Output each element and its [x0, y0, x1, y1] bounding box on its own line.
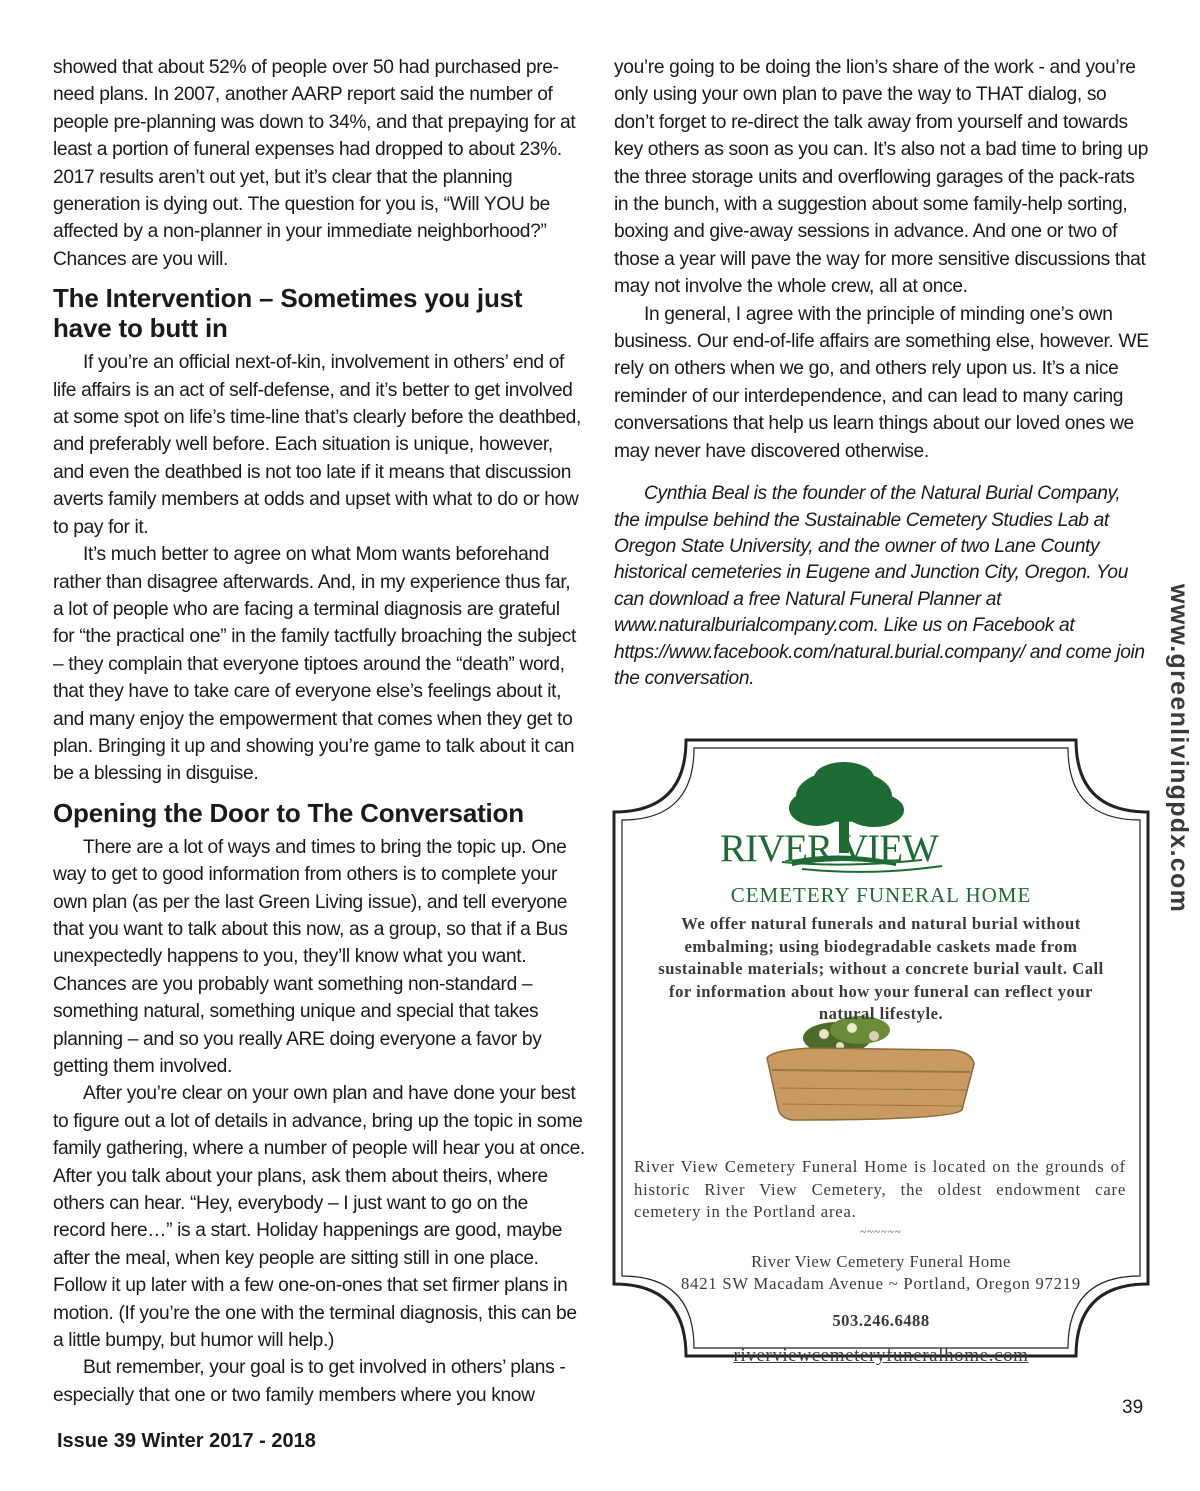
author-bio: Cynthia Beal is the founder of the Natural Burial Company, the impulse behind the Sustainable Cemetery Studies Lab at Oregon State University, and the owner of two Lane County historical cemeteries in Eugene and Junction City, Oregon. You can download a free Natural Funeral Planner at www.naturalburialcompany.com. Like us on Facebook at https://www.facebook.com/natural.burial.company/ and come join the conversation. — [614, 483, 1145, 689]
website-url-vertical: www.greenlivingpdx.com — [1165, 584, 1193, 914]
section-heading: Opening the Door to The Conversation — [53, 797, 524, 828]
paragraph: After you’re clear on your own plan and have done your best to figure out a lot of details in advance, bring up the topic in some family gathering, where a number of people will hear you at once. After you talk about your plans, ask them about theirs, where others can hear. “Hey, everybody – I just want to go on the record here…” is a start. Holiday happenings are good, maybe after the meal, when key people are sitting still in one place. Follow it up later with a few one-on-ones that set firmer plans in motion. (If you’re the one with the terminal diagnosis, this can be a little bumpy, but humor will help.) — [53, 1083, 585, 1352]
ad-description: We offer natural funerals and natural burial without embalming; using biodegradable caskets made from sustainable materials; without a concrete burial vault. Call for information about how your funeral can reflect your natural lifestyle. — [658, 914, 1104, 1024]
paragraph: It’s much better to agree on what Mom wants beforehand rather than disagree afterwards. And, in my experience thus far, a lot of people who are facing a terminal diagnosis are grateful for “the practical one” in the family tactfully broaching the subject – they complain that everyone tiptoes around the “death” word, that they have to take care of everyone else’s feelings about it, and many enjoy the empowerment that comes when they get to plan. Bringing it up and showing you’re game to talk about it can be a blessing in disguise. — [53, 544, 576, 785]
paragraph: There are a lot of ways and times to bring the topic up. One way to get to good information from others is to complete your own plan (as per the last Green Living issue), and tell everyone that you want to talk about this now, as a group, so that if a Bus unexpectedly happens to you, they’ll know what you want. Chances are you probably want something non-standard – something natural, something unique and special that takes planning – and so you really ARE doing everyone a favor by getting them involved. — [53, 836, 568, 1077]
riverview-advertisement[interactable] — [612, 738, 1150, 1366]
ad-address: 8421 SW Macadam Avenue ~ Portland, Oregon 97219 — [681, 1274, 1081, 1293]
paragraph: showed that about 52% of people over 50 had purchased pre-need plans. In 2007, another AARP report said the number of people pre-planning was down to 34%, and that prepaying for at least a portion of funeral expenses had dropped to about 23%. 2017 results aren’t out yet, but it’s clear that the planning generation is dying out. The question for you is, “Will YOU be affected by a non-planner in your immediate neighborhood?” Chances are you will. — [53, 57, 576, 270]
left-column — [53, 54, 585, 1409]
ad-business-name: River View Cemetery Funeral Home — [751, 1252, 1011, 1271]
paragraph: But remember, your goal is to get involved in others’ plans - especially that one or two family members where you know — [53, 1357, 566, 1406]
issue-footer: Issue 39 Winter 2017 - 2018 — [57, 1430, 316, 1452]
ad-phone[interactable]: 503.246.6488 — [832, 1311, 930, 1330]
ad-website-link[interactable]: riverviewcemeteryfuneralhome.com — [733, 1345, 1029, 1366]
section-heading: The Intervention – Sometimes you just have to butt in — [53, 283, 523, 344]
paragraph: If you’re an official next-of-kin, involvement in others’ end of life affairs is an act of self-defense, and it’s better to get involved at some spot on life’s time-line that’s clearly before the deathbed, and preferably well before. Each situation is unique, however, and even the deathbed is not too late if it means that discussion averts family members at odds and upset with what to do or how to pay for it. — [53, 352, 581, 538]
ad-location-text: River View Cemetery Funeral Home is located on the grounds of historic River View Cemetery, the oldest endowment care cemetery in the Portland area. — [634, 1157, 1126, 1222]
ad-subtitle: CEMETERY FUNERAL HOME — [730, 883, 1032, 907]
paragraph: In general, I agree with the principle of minding one’s own business. Our end-of-life affairs are something else, however. WE rely on others when we go, and others rely upon us. It’s a nice reminder of our interdependence, and can lead to many caring conversations that help us learn things about our loved ones we may never have discovered otherwise. — [614, 303, 1149, 462]
ornament-divider: ~~~~~~ — [860, 1226, 902, 1238]
paragraph: you’re going to be doing the lion’s share of the work - and you’re only using your own plan to pave the way to THAT dialog, so don’t forget to re-direct the talk away from yourself and towards key others as soon as you can. It’s also not a bad time to bring up the three storage units and overflowing garages of the pack-rats in the bunch, with a suggestion about some family-help sorting, boxing and give-away sessions in advance. And one or two of those a year will pave the way for more sensitive discussions that may not involve the whole crew, all at once. — [614, 57, 1149, 298]
right-column — [614, 54, 1150, 692]
page-number: 39 — [1122, 1397, 1144, 1418]
ad-logo-text: RIVER VIEW — [720, 827, 938, 870]
